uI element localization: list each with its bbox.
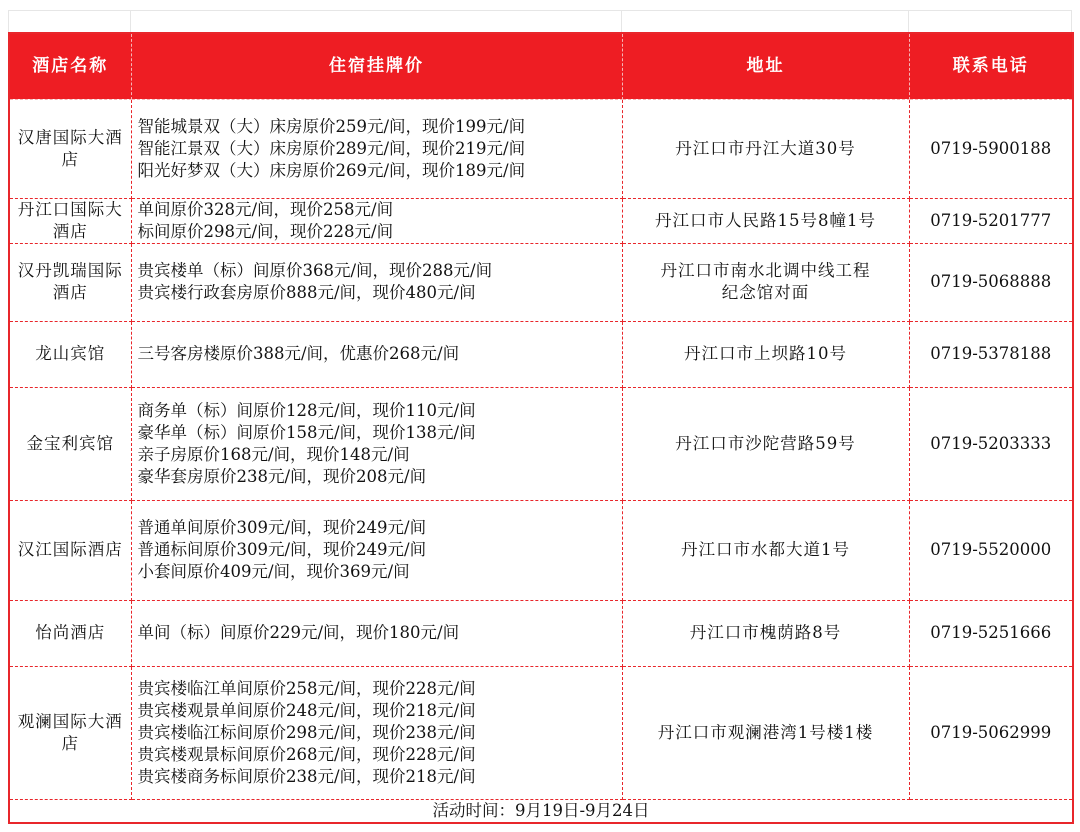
phone-cell: 0719-5062999 bbox=[909, 666, 1073, 799]
price-line: 贵宾楼行政套房原价888元/间，现价480元/间 bbox=[137, 283, 476, 302]
hotel-name-cell: 怡尚酒店 bbox=[9, 600, 131, 666]
price-line: 贵宾楼临江标间原价298元/间，现价238元/间 bbox=[137, 722, 476, 742]
price-line: 智能城景双（大）床房原价259元/间，现价199元/间 bbox=[137, 116, 526, 136]
address-cell: 丹江口市丹江大道30号 bbox=[622, 99, 909, 198]
price-cell bbox=[131, 198, 622, 243]
price-line: 智能江景双（大）床房原价289元/间，现价219元/间 bbox=[137, 138, 526, 158]
hotel-price-table bbox=[8, 32, 1074, 824]
price-line: 商务单（标）间原价128元/间，现价110元/间 bbox=[137, 400, 476, 420]
hotel-name-cell: 龙山宾馆 bbox=[9, 321, 131, 387]
price-line: 普通标间原价309元/间，现价249元/间 bbox=[137, 540, 427, 559]
table-row bbox=[9, 600, 1073, 666]
phone-cell: 0719-5068888 bbox=[909, 243, 1073, 321]
phone-cell: 0719-5378188 bbox=[909, 321, 1073, 387]
address-cell: 丹江口市沙陀营路59号 bbox=[622, 387, 909, 500]
hotel-name-cell: 丹江口国际大酒店 bbox=[9, 198, 131, 243]
price-line: 普通单间原价309元/间，现价249元/间 bbox=[137, 518, 427, 537]
price-line: 贵宾楼单（标）间原价368元/间，现价288元/间 bbox=[137, 261, 493, 280]
price-cell bbox=[131, 243, 622, 321]
price-line: 阳光好梦双（大）床房原价269元/间，现价189元/间 bbox=[137, 160, 526, 180]
empty-cell bbox=[130, 10, 621, 32]
price-line: 贵宾楼观景标间原价268元/间，现价228元/间 bbox=[137, 744, 476, 764]
hotel-name-cell: 汉江国际酒店 bbox=[9, 500, 131, 600]
price-line: 单间原价328元/间，现价258元/间 bbox=[137, 199, 394, 219]
table-row bbox=[9, 387, 1073, 500]
address-cell: 丹江口市水都大道1号 bbox=[622, 500, 909, 600]
table-row bbox=[9, 198, 1073, 243]
address-cell: 丹江口市南水北调中线工程纪念馆对面 bbox=[622, 243, 909, 321]
footer-row bbox=[9, 799, 1073, 823]
hotel-name-cell: 金宝利宾馆 bbox=[9, 387, 131, 500]
phone-cell: 0719-5251666 bbox=[909, 600, 1073, 666]
empty-cell bbox=[908, 10, 1072, 32]
price-line: 三号客房楼原价388元/间，优惠价268元/间 bbox=[137, 344, 460, 363]
price-cell bbox=[131, 387, 622, 500]
table-row bbox=[9, 666, 1073, 799]
price-line: 单间（标）间原价229元/间，现价180元/间 bbox=[137, 623, 460, 642]
price-line: 豪华套房原价238元/间，现价208元/间 bbox=[137, 466, 427, 486]
price-line: 豪华单（标）间原价158元/间，现价138元/间 bbox=[137, 422, 476, 442]
empty-cell bbox=[8, 10, 130, 32]
hotel-name-cell: 汉唐国际大酒店 bbox=[9, 99, 131, 198]
hotel-name-cell: 观澜国际大酒店 bbox=[9, 666, 131, 799]
price-line: 标间原价298元/间，现价228元/间 bbox=[137, 221, 394, 241]
header-hotel-name: 酒店名称 bbox=[9, 33, 131, 99]
header-row bbox=[9, 33, 1073, 99]
activity-period: 活动时间：9月19日-9月24日 bbox=[9, 799, 1073, 823]
address-cell: 丹江口市人民路15号8幢1号 bbox=[622, 198, 909, 243]
address-cell: 丹江口市上坝路10号 bbox=[622, 321, 909, 387]
hotel-name-cell: 汉丹凯瑞国际酒店 bbox=[9, 243, 131, 321]
table-row bbox=[9, 321, 1073, 387]
price-line: 贵宾楼临江单间原价258元/间，现价228元/间 bbox=[137, 678, 476, 698]
header-phone: 联系电话 bbox=[909, 33, 1073, 99]
address-cell: 丹江口市观澜港湾1号楼1楼 bbox=[622, 666, 909, 799]
header-room-price: 住宿挂牌价 bbox=[131, 33, 622, 99]
empty-cell bbox=[621, 10, 908, 32]
price-line: 贵宾楼观景单间原价248元/间，现价218元/间 bbox=[137, 700, 476, 720]
price-line: 小套间原价409元/间，现价369元/间 bbox=[137, 562, 410, 581]
phone-cell: 0719-5203333 bbox=[909, 387, 1073, 500]
address-cell: 丹江口市槐荫路8号 bbox=[622, 600, 909, 666]
phone-cell: 0719-5900188 bbox=[909, 99, 1073, 198]
price-line: 亲子房原价168元/间，现价148元/间 bbox=[137, 444, 410, 464]
price-cell bbox=[131, 321, 622, 387]
table-row bbox=[9, 99, 1073, 198]
price-cell bbox=[131, 600, 622, 666]
table-row bbox=[9, 243, 1073, 321]
phone-cell: 0719-5201777 bbox=[909, 198, 1073, 243]
header-address: 地址 bbox=[622, 33, 909, 99]
price-cell bbox=[131, 500, 622, 600]
price-line: 贵宾楼商务标间原价238元/间，现价218元/间 bbox=[137, 766, 476, 786]
price-cell bbox=[131, 99, 622, 198]
table-row bbox=[9, 500, 1073, 600]
spreadsheet-empty-row bbox=[8, 10, 1072, 32]
price-cell bbox=[131, 666, 622, 799]
phone-cell: 0719-5520000 bbox=[909, 500, 1073, 600]
